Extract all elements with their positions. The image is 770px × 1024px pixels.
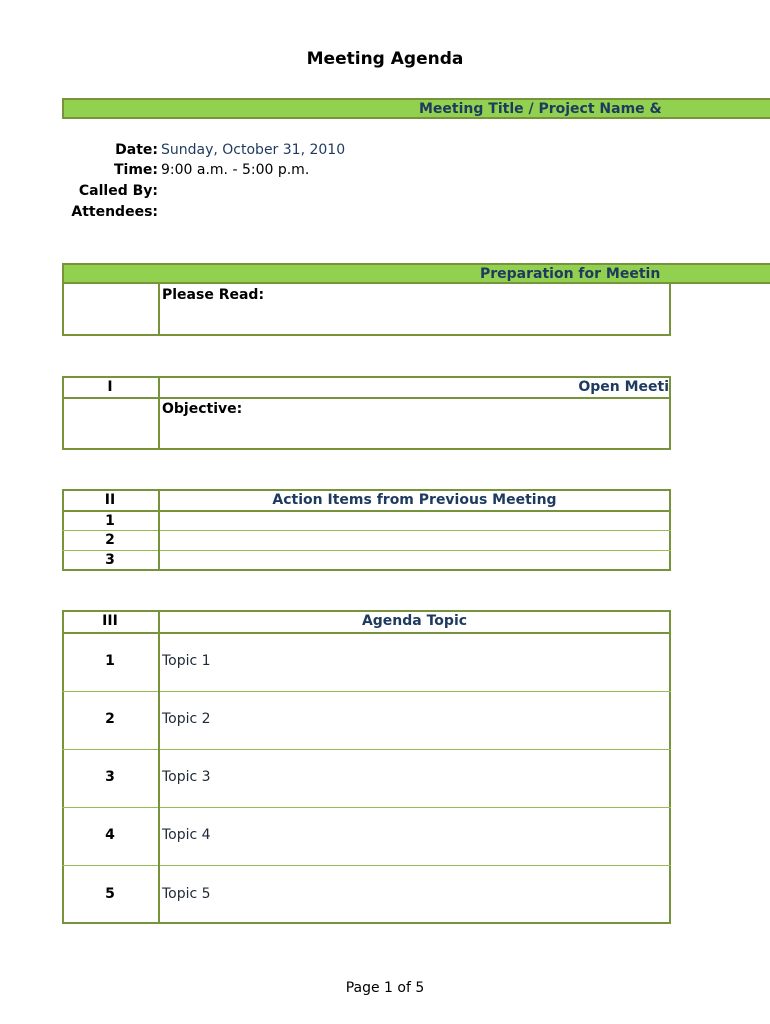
page-title: Meeting Agenda [306,49,464,69]
preparation-box [62,284,671,336]
action-row-number: 3 [105,552,115,568]
agenda-row-number: 5 [105,886,115,902]
meeting-title-bar [62,98,770,119]
action-items-header-line [62,510,671,512]
preparation-bar [62,263,770,284]
agenda-row-number: 3 [105,769,115,785]
preparation-divider [158,284,160,336]
action-row-number: 2 [105,532,115,548]
date-value: Sunday, October 31, 2010 [161,142,346,158]
agenda-row-line [62,749,671,750]
open-meeting-numeral: I [107,379,113,395]
agenda-title: Agenda Topic [361,613,468,629]
date-label: Date: [115,142,158,158]
action-items-numeral: II [104,492,116,508]
agenda-topic: Topic 1 [162,653,211,669]
agenda-topic: Topic 3 [162,769,211,785]
meeting-title-text: Meeting Title / Project Name & [419,101,662,117]
objective-label: Objective: [162,401,243,417]
time-label: Time: [113,162,158,178]
agenda-topic: Topic 4 [162,827,211,843]
action-row-line [62,530,671,531]
action-row-line [62,550,671,551]
agenda-topic: Topic 5 [162,886,211,902]
open-meeting-header-line [62,397,671,399]
agenda-row-line [62,865,671,866]
preparation-title: Preparation for Meetin [480,266,661,282]
time-value: 9:00 a.m. - 5:00 p.m. [161,162,310,178]
please-read-label: Please Read: [162,287,265,303]
agenda-numeral: III [102,613,118,629]
page-number: Page 1 of 5 [345,980,425,996]
attendees-label: Attendees: [71,204,158,220]
agenda-row-number: 4 [105,827,115,843]
open-meeting-title: Open Meeti [578,379,669,395]
agenda-row-line [62,691,671,692]
action-items-title: Action Items from Previous Meeting [272,492,557,508]
agenda-row-line [62,807,671,808]
agenda-row-number: 1 [105,653,115,669]
called-by-label: Called By: [78,183,158,199]
agenda-header-line [62,632,671,634]
agenda-row-number: 2 [105,711,115,727]
agenda-topic: Topic 2 [162,711,211,727]
action-row-number: 1 [105,513,115,529]
agenda-divider [158,610,160,924]
